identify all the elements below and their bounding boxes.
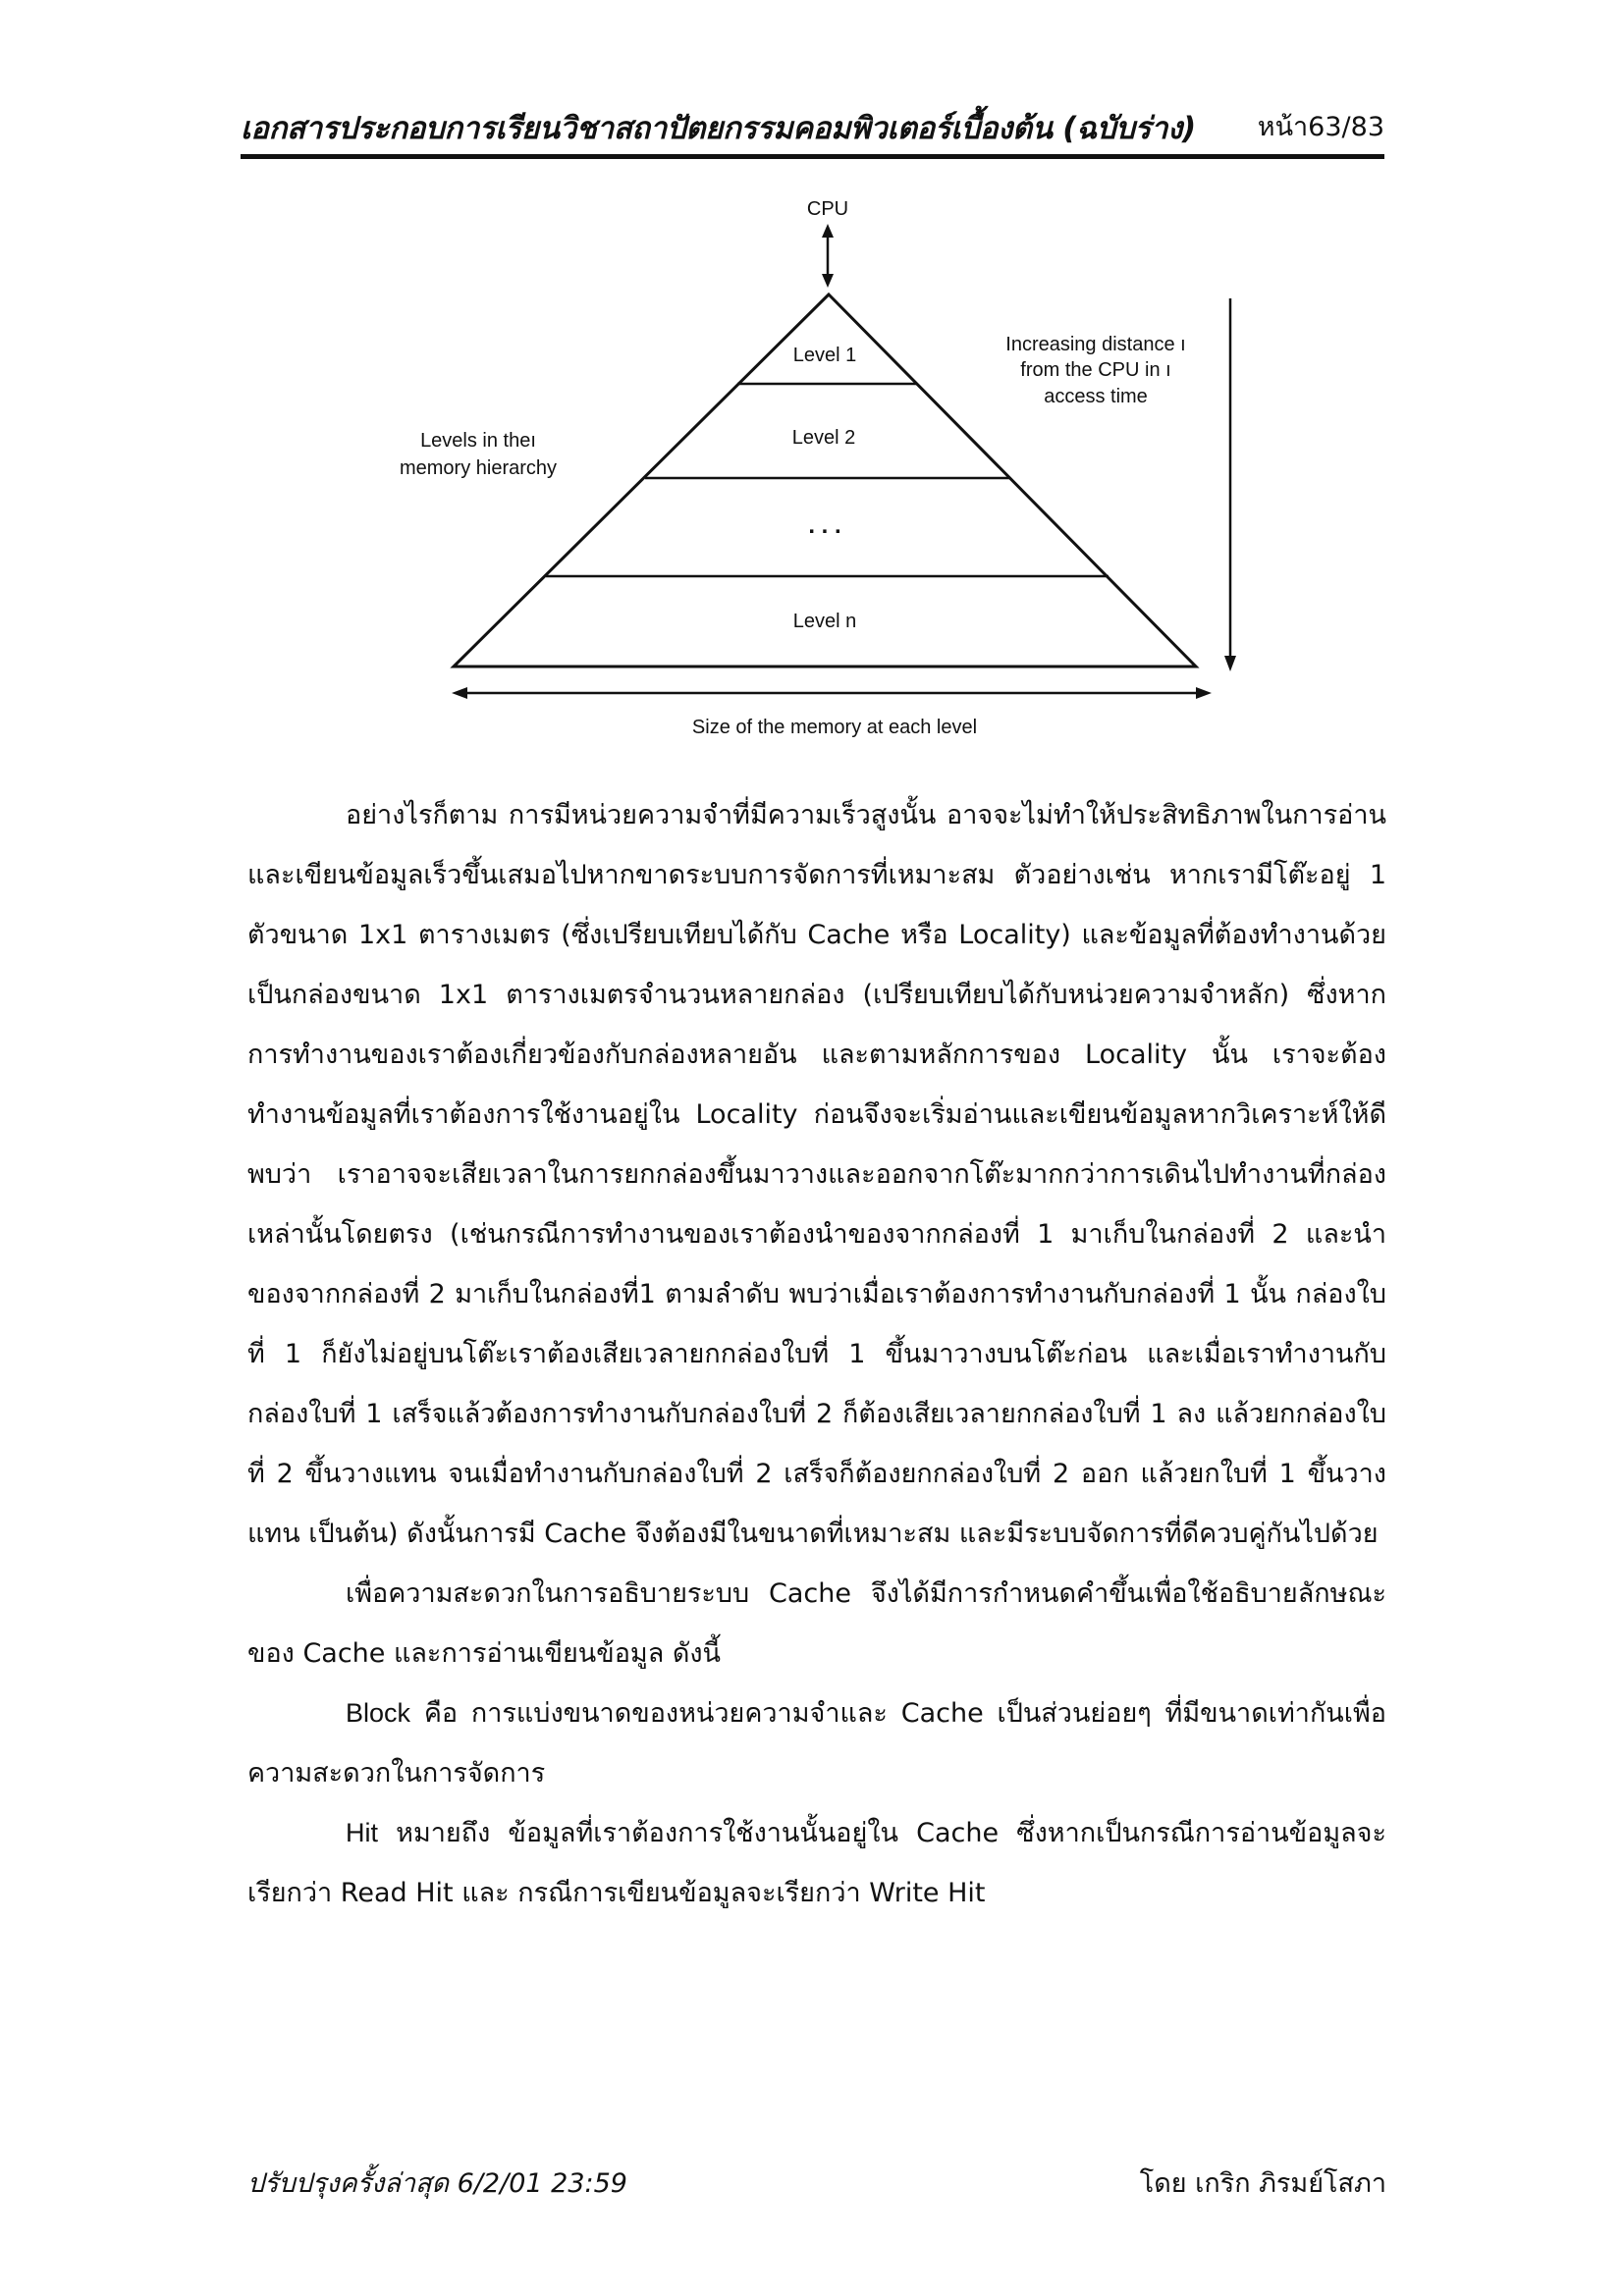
distance-caption-line-1: Increasing distance ı xyxy=(1005,334,1186,355)
levels-caption-line-1: Levels in theı xyxy=(420,430,536,452)
term-hit: Hit xyxy=(346,1818,378,1847)
author: โดย เกริก ภิรมย์โสภา xyxy=(1139,2168,1386,2199)
cpu-arrow-up-head xyxy=(822,224,834,238)
levels-caption-line-2: memory hierarchy xyxy=(399,457,558,479)
distance-arrow-head xyxy=(1224,656,1236,671)
level-1-label: Level 1 xyxy=(792,345,857,366)
block-definition-text: คือ การแบ่งขนาดของหน่วยความจำและ Cache เป็นส่วนย่อยๆ ที่มีขนาดเท่ากันเพื่อความสะดวกในการจัดการ xyxy=(247,1698,1386,1789)
paragraph-cache-terms-intro: เพื่อความสะดวกในการอธิบายระบบ Cache จึงได้มีการกำหนดคำขึ้นเพื่อใช้อธิบายลักษณะของ Cache และการอ่านเขียนข้อมูล ดังนี้ xyxy=(247,1578,1386,1669)
definition-hit xyxy=(247,1803,1386,1923)
level-ellipsis: . . . xyxy=(808,512,841,539)
term-block: Block xyxy=(346,1698,411,1728)
page-footer xyxy=(247,2162,1386,2201)
body-text xyxy=(247,785,1386,1923)
size-caption: Size of the memory at each level xyxy=(691,717,978,738)
cpu-arrow-down-head xyxy=(822,274,834,288)
size-arrow-left-head xyxy=(452,687,467,699)
level-n-label: Level n xyxy=(792,611,857,632)
distance-caption-line-3: access time xyxy=(1044,386,1148,407)
hit-definition-text: หมายถึง ข้อมูลที่เราต้องการใช้งานนั้นอยู่ใน Cache ซึ่งหากเป็นกรณีการอ่านข้อมูลจะเรียกว่า Read Hit และ กรณีการเขียนข้อมูลจะเรียกว่า Write Hit xyxy=(247,1818,1386,1908)
paragraph-cache-efficiency: อย่างไรก็ตาม การมีหน่วยความจำที่มีความเร็วสูงนั้น อาจจะไม่ทำให้ประสิทธิภาพในการอ่านและเขียนข้อมูลเร็วขึ้นเสมอไปหากขาดระบบการจัดการที่เหมาะสม ตัวอย่างเช่น หากเรามีโต๊ะอยู่ 1 ตัวขนาด 1x1 ตารางเมตร (ซึ่งเปรียบเทียบได้กับ Cache หรือ Locality) และข้อมูลที่ต้องทำงานด้วยเป็นกล่องขนาด 1x1 ตารางเมตรจำนวนหลายกล่อง (เปรียบเทียบได้กับหน่วยความจำหลัก) ซึ่งหากการทำงานของเราต้องเกี่ยวข้องกับกล่องหลายอัน และตามหลักการของ Locality นั้น เราจะต้องทำงานข้อมูลที่เราต้องการใช้งานอยู่ใน Locality ก่อนจึงจะเริ่มอ่านและเขียนข้อมูลหากวิเคราะห์ให้ดีพบว่า เราอาจจะเสียเวลาในการยกกล่องขึ้นมาวางและออกจากโต๊ะมากกว่าการเดินไปทำงานที่กล่องเหล่านั้นโดยตรง (เช่นกรณีการทำงานของเราต้องนำของจากกล่องที่ 1 มาเก็บในกล่องที่ 2 และนำของจากกล่องที่ 2 มาเก็บในกล่องที่1 ตามลำดับ พบว่าเมื่อเราต้องการทำงานกับกล่องที่ 1 นั้น กล่องใบที่ 1 ก็ยังไม่อยู่บนโต๊ะเราต้องเสียเวลายกกล่องใบที่ 1 ขึ้นมาวางบนโต๊ะก่อน และเมื่อเราทำงานกับกล่องใบที่ 1 เสร็จแล้วต้องการทำงานกับกล่องใบที่ 2 ก็ต้องเสียเวลายกกล่องใบที่ 1 ลง แล้วยกกล่องใบที่ 2 ขึ้นวางแทน จนเมื่อทำงานกับกล่องใบที่ 2 เสร็จก็ต้องยกกล่องใบที่ 2 ออก แล้วยกใบที่ 1 ขึ้นวางแทน เป็นต้น) ดังนั้นการมี Cache จึงต้องมีในขนาดที่เหมาะสม และมีระบบจัดการที่ดีควบคู่กันไปด้วย xyxy=(247,800,1386,1549)
distance-caption-line-2: from the CPU in ı xyxy=(1020,359,1171,381)
last-updated: ปรับปรุงครั้งล่าสุด 6/2/01 23:59 xyxy=(247,2168,627,2199)
memory-hierarchy-diagram xyxy=(0,0,1623,766)
cpu-label: CPU xyxy=(806,198,849,220)
level-2-label: Level 2 xyxy=(791,427,856,449)
document-title: เอกสารประกอบการเรียนวิชาสถาปัตยกรรมคอมพิวเตอร์เบื้องต้น (ฉบับร่าง) xyxy=(241,111,1196,146)
definition-block xyxy=(247,1683,1386,1803)
page-number: หน้า63/83 xyxy=(1257,112,1384,142)
size-arrow-right-head xyxy=(1196,687,1212,699)
